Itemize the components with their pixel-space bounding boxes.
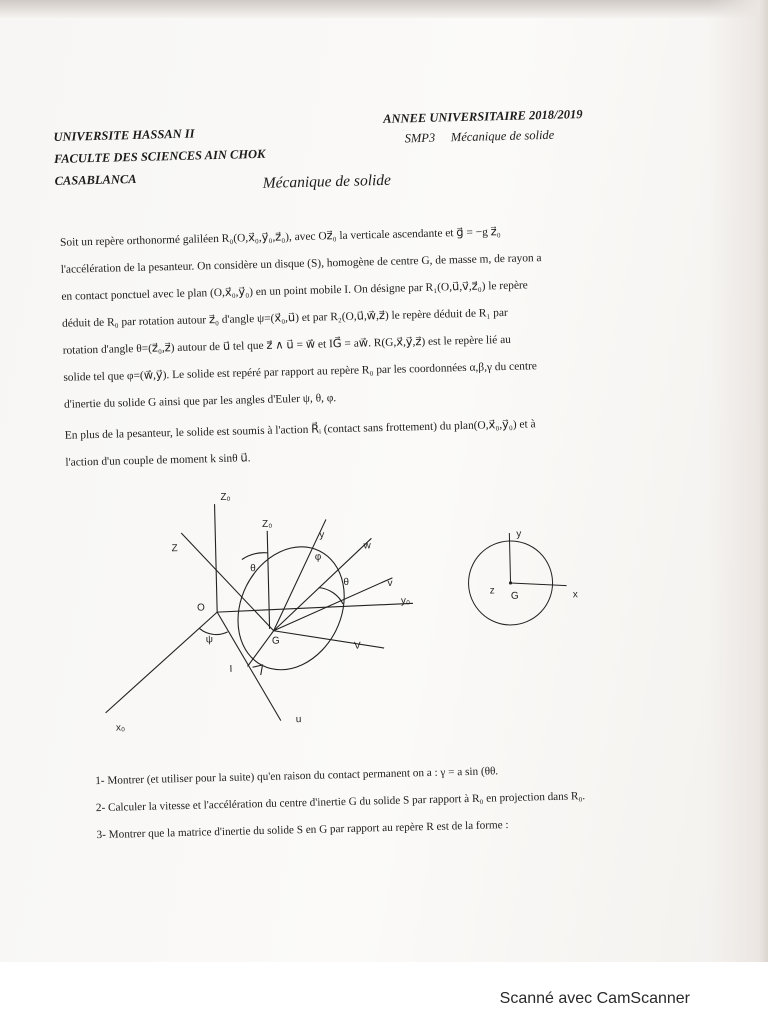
side-view-axis-label: z [489,585,495,597]
angle-label: φ [314,551,322,563]
forces-paragraph [65,409,636,477]
statement-line: en contact ponctuel avec le plan (O,x⃗₀,y⃗₀) en un point mobile I. On désigne par R₁(O,u⃗,v⃗,z⃗₀) le repère [61,279,528,303]
question-1: 1- Montrer (et utiliser pour la suite) qu'en raison du contact permanent on a : γ = a sin (θθ. [95,765,499,788]
faculty-name: FACULTE DES SCIENCES AIN CHOK [53,146,266,166]
angle-label: ψ [205,634,214,646]
axis-label: u [295,714,302,726]
angle-label: θ [343,576,350,589]
side-view-axis-label: y [516,528,522,540]
academic-year: ANNEE UNIVERSITAIRE 2018/2019 [383,107,583,126]
course-line [404,124,554,150]
axis-label: V [353,640,361,652]
statement-line: rotation d'angle θ=(z⃗₀,z⃗) autour de u⃗ tel que z⃗ ∧ u⃗ = w⃗ et IG⃗ = aw⃗. R(G,x⃗,y⃗,z⃗) est le repère lié au [62,333,512,357]
angle-label: θ [249,563,256,575]
point-label: G [271,635,280,647]
statement-line: d'inertie du solide G ainsi que par les angles d'Euler ψ, θ, φ. [63,392,337,411]
course-name: Mécanique de solide [450,127,555,145]
city-name: CASABLANCA [54,171,137,188]
question-2: 2- Calculer la vitesse et l'accélération du centre d'inertie G du solide S par rapport à R₀ en projection dans R₀. [95,790,586,815]
university-name: UNIVERSITE HASSAN II [53,126,195,144]
axis-label: y [319,529,325,541]
statement-line: solide tel que φ=(w⃗,y⃗). Le solide est repéré par rapport au repère R₀ par les coordonnées α,β,γ du centre [63,360,538,384]
disc-diagram [80,471,686,746]
course-code: SMP3 [404,130,436,146]
axis-label: y₀ [400,595,411,607]
axis-label: x₀ [115,722,126,734]
axis-label: w [363,540,371,552]
statement-line: l'accélération de la pesanteur. On considère un disque (S), homogène de centre G, de masse m, de rayon a [60,252,542,276]
axis-label: v [387,577,393,589]
axis-label: Z₀ [220,491,231,504]
page-title: Mécanique de solide [262,171,392,192]
statement-line: Soit un repère orthonormé galiléen R₀(O,x⃗₀,y⃗₀,z⃗₀), avec Oz⃗₀ la verticale ascendante et g⃗ = −g z⃗₀ [59,226,501,249]
scanner-watermark: Scanné avec CamScanner [499,990,690,1007]
point-label: I [229,663,233,675]
side-view-point-label: G [510,590,519,602]
forces-line: En plus de la pesanteur, le solide est soumis à l'action R⃗ᵢ (contact sans frottement) du plan(O,x⃗₀,y⃗₀) et à [64,418,536,442]
statement-line: déduit de R₀ par rotation autour z⃗₀ d'angle ψ=(x⃗₀,u⃗) et par R₂(O,u⃗,w⃗,z⃗) le repère déduit de R₁ par [61,306,508,330]
point-label: O [196,602,205,614]
question-3: 3- Montrer que la matrice d'inertie du solide S en G par rapport au repère R est de la forme : [96,819,509,842]
side-view-axis-label: x [572,589,578,601]
problem-statement [60,216,634,419]
forces-line: l'action d'un couple de moment k sinθ u⃗. [65,452,251,469]
axis-label: Z [171,543,178,555]
axis-label: Z₀ [261,518,273,530]
